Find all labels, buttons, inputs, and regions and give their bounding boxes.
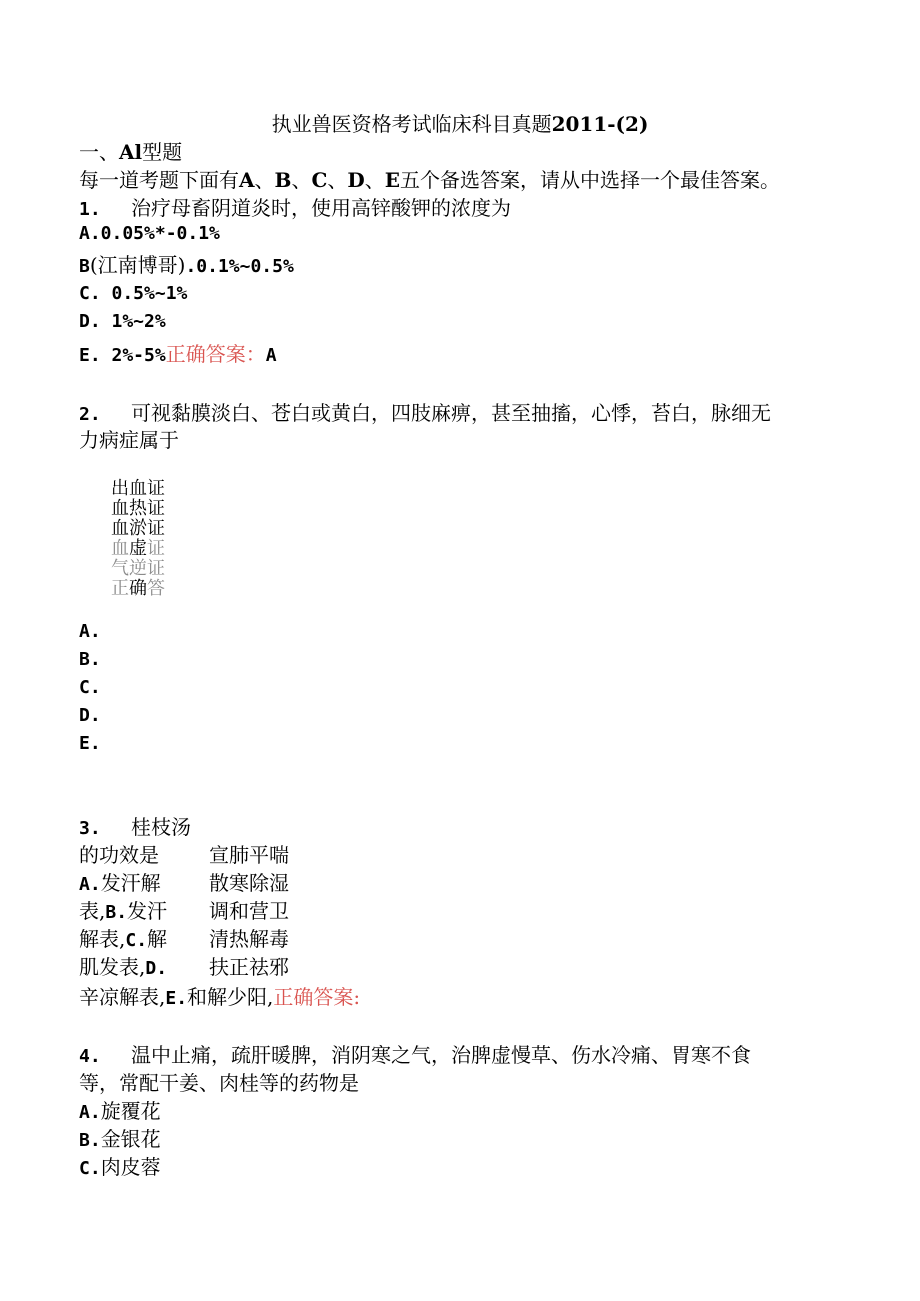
question-1-option-b xyxy=(79,253,294,279)
instruction-letter-d: D xyxy=(347,168,365,192)
question-2-letter-d: D. xyxy=(79,705,101,726)
question-1-option-b-rest: .0.1%~0.5% xyxy=(185,256,294,277)
instruction-sep: 、 xyxy=(291,168,312,192)
section-prefix: 一、 xyxy=(79,140,119,164)
section-type-suffix: 型题 xyxy=(142,140,183,164)
instruction-sep: 、 xyxy=(254,168,275,192)
question-3-option-b-letter: B. xyxy=(105,902,128,923)
instruction-letter-e: E xyxy=(384,168,400,192)
question-3-option-a-letter: A. xyxy=(79,874,101,895)
question-3-left-text-4c: 解 xyxy=(147,927,168,951)
question-2-choice-3: 血淤证 xyxy=(111,518,165,539)
instruction-line xyxy=(79,168,780,192)
question-1-option-e-text: E. 2%-5% xyxy=(79,345,166,366)
question-4-option-a-letter: A. xyxy=(79,1102,101,1123)
question-2-choice-6-a: 正 xyxy=(111,578,129,599)
question-3-left-text-4a: 解表, xyxy=(79,927,126,951)
question-3-right-line-5: 扶正祛邪 xyxy=(209,955,289,979)
question-2-letter-b: B. xyxy=(79,649,101,670)
question-3-left-line-3 xyxy=(79,899,167,925)
question-2-choice-5-a: 气逆 xyxy=(111,558,147,579)
question-3-left-text-5a: 肌发表, xyxy=(79,955,146,979)
question-2-letter-c: C. xyxy=(79,677,101,698)
question-3-text: 桂枝汤 xyxy=(131,815,191,839)
question-3-right-line-4: 清热解毒 xyxy=(209,927,289,951)
question-3-number: 3. xyxy=(79,818,101,839)
question-1-option-d: D. 1%~2% xyxy=(79,311,166,332)
instruction-part1: 每一道考题下面有 xyxy=(79,168,239,192)
title-year: 2011-(2) xyxy=(551,112,649,136)
question-2-text-line2: 力病症属于 xyxy=(79,428,179,452)
question-1-option-b-prefix: B xyxy=(79,256,90,277)
question-3-answer-label: 正确答案: xyxy=(273,985,361,1009)
instruction-letter-c: C xyxy=(311,168,328,192)
question-2-choice-6-c: 答 xyxy=(147,578,165,599)
question-4-option-b-letter: B. xyxy=(79,1130,101,1151)
question-4-text-line2: 等，常配干姜、肉桂等的药物是 xyxy=(79,1071,359,1095)
question-1-option-e xyxy=(79,342,277,368)
question-3-left-line-4 xyxy=(79,927,167,953)
question-2-letter-a: A. xyxy=(79,621,101,642)
question-1-option-c: C. 0.5%~1% xyxy=(79,283,188,304)
question-2-number: 2. xyxy=(79,404,101,425)
question-4-option-c-text: 肉皮蓉 xyxy=(100,1155,161,1179)
question-1-option-b-paren: (江南博哥) xyxy=(89,253,186,277)
section-heading xyxy=(79,140,182,164)
question-1-text: 治疗母畜阴道炎时，使用高锌酸钾的浓度为 xyxy=(131,196,511,220)
question-1-number: 1. xyxy=(79,199,101,220)
question-2-choice-4-c: 证 xyxy=(147,538,165,559)
question-2-choice-4 xyxy=(111,539,165,559)
question-1-answer-label: 正确答案： xyxy=(165,342,266,366)
question-4-option-c xyxy=(79,1155,161,1181)
question-3-option-d-letter: D. xyxy=(145,958,168,979)
question-3-left-line-6 xyxy=(79,985,360,1011)
question-2-choice-4-a: 血 xyxy=(111,538,129,559)
question-3-left-line-5 xyxy=(79,955,167,981)
instruction-letter-b: B xyxy=(274,168,292,192)
question-3-left-text-2: 发汗解 xyxy=(100,871,161,895)
instruction-sep: 、 xyxy=(327,168,348,192)
question-4-option-a-text: 旋覆花 xyxy=(100,1099,161,1123)
question-1-answer-value: A xyxy=(265,345,277,366)
question-4-option-a xyxy=(79,1099,161,1125)
question-4-number: 4. xyxy=(79,1046,101,1067)
question-3-left-text-3a: 表, xyxy=(79,899,106,923)
question-1-option-a: A.0.05%*-0.1% xyxy=(79,223,220,244)
question-2-text-line1: 可视黏膜淡白、苍白或黄白，四肢麻痹，甚至抽搐，心悸，苔白，脉细无 xyxy=(131,401,771,425)
question-3-right-line-2: 散寒除湿 xyxy=(209,871,289,895)
instruction-part2: 五个备选答案，请从中选择一个最佳答案。 xyxy=(399,168,780,192)
section-type-code: Al xyxy=(119,140,143,164)
question-4-text-line1: 温中止痛，疏肝暖脾，消阴寒之气，治脾虚慢草、伤水冷痛、胃寒不食 xyxy=(131,1043,751,1067)
question-2-choice-4-b: 虚 xyxy=(129,538,147,559)
question-3-option-c-letter: C. xyxy=(125,930,148,951)
question-3 xyxy=(79,815,191,841)
question-3-left-text-3c: 发汗 xyxy=(127,899,168,923)
title-main: 执业兽医资格考试临床科目真题 xyxy=(271,112,552,136)
question-2-choice-2: 血热证 xyxy=(111,498,165,519)
question-2-choice-6 xyxy=(111,579,165,599)
question-4-option-b xyxy=(79,1127,161,1153)
document-title xyxy=(0,112,920,136)
question-2-choice-6-b: 确 xyxy=(129,578,147,599)
question-3-option-e-letter: E. xyxy=(165,988,188,1009)
question-2-choice-1: 出血证 xyxy=(111,478,165,499)
question-1 xyxy=(79,196,511,222)
question-3-left-line-2 xyxy=(79,871,161,897)
question-3-left-line-1: 的功效是 xyxy=(79,843,159,867)
question-3-left-text-6a: 辛凉解表, xyxy=(79,985,166,1009)
question-2-choice-5 xyxy=(111,559,165,579)
question-3-right-line-1: 宣肺平喘 xyxy=(209,843,289,867)
question-3-left-text-6c: 和解少阳, xyxy=(187,985,274,1009)
question-4-option-b-text: 金银花 xyxy=(100,1127,161,1151)
question-4-option-c-letter: C. xyxy=(79,1158,101,1179)
question-2-letter-e: E. xyxy=(79,733,101,754)
question-4 xyxy=(79,1043,751,1069)
instruction-sep: 、 xyxy=(364,168,385,192)
question-2-choice-5-b: 证 xyxy=(147,558,165,579)
instruction-letter-a: A xyxy=(239,168,255,192)
question-2 xyxy=(79,401,771,427)
question-3-right-line-3: 调和营卫 xyxy=(209,899,289,923)
